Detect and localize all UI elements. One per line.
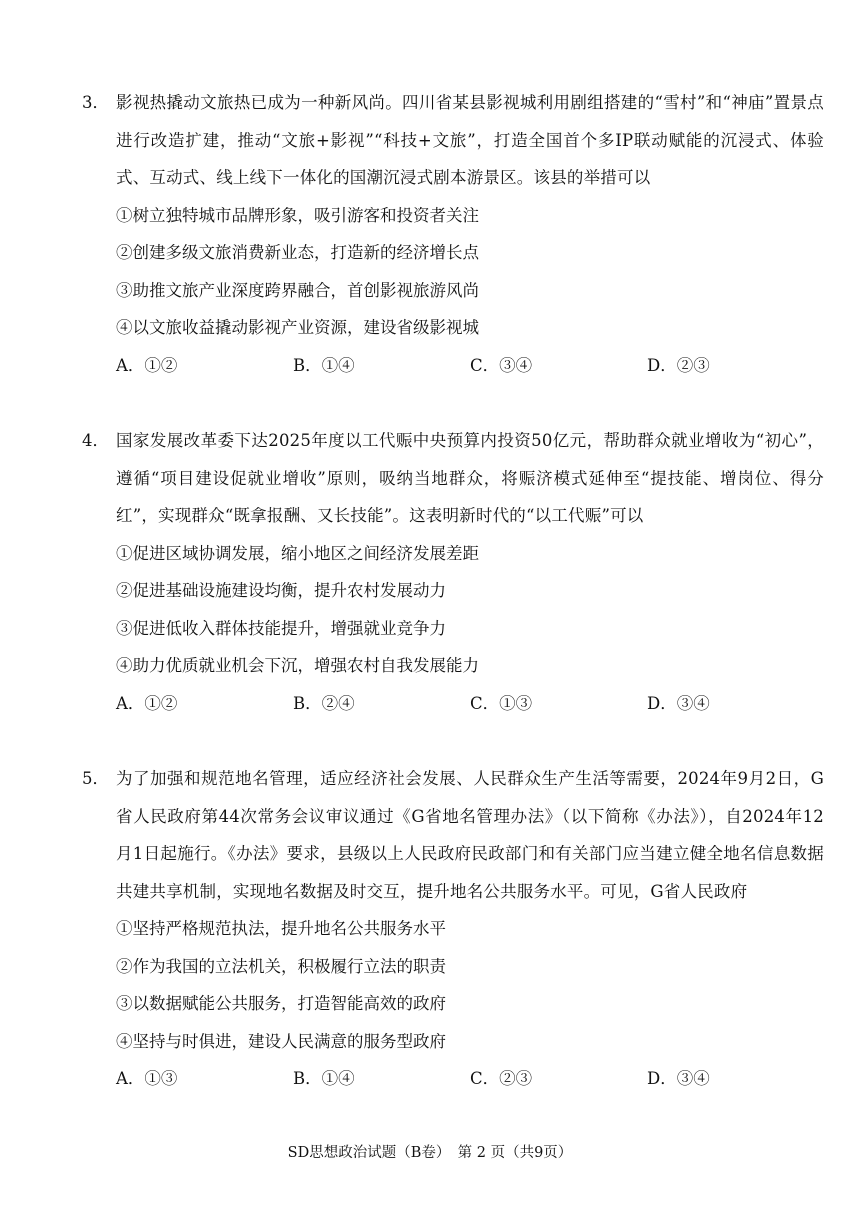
question-5 — [82, 760, 824, 1098]
choice-a: A．①② — [116, 355, 178, 375]
choice-c: C．②③ — [470, 1069, 533, 1088]
statement-option-1: ①坚持严格规范执法，提升地名公共服务水平 — [116, 919, 446, 938]
answer-choices — [116, 685, 824, 723]
choice-c: C．①③ — [470, 693, 533, 713]
statement-option-3: ③助推文旅产业深度跨界融合，首创影视旅游风尚 — [116, 280, 479, 300]
statement-option-4: ④助力优质就业机会下沉，增强农村自我发展能力 — [116, 656, 479, 675]
question-stem: 影视热撬动文旅热已成为一种新风尚。四川省某县影视城利用剧组搭建的“雪村”和“神庙”置景点进行改造扩建，推动“文旅+影视”“科技+文旅”，打造全国首个多IP联动赋能的沉浸式、体验式、互动式、线上线下一体化的国潮沉浸式剧本游景区。该县的举措可以 — [116, 93, 824, 187]
statement-option-2: ②创建多级文旅消费新业态，打造新的经济增长点 — [116, 243, 479, 262]
statement-option-2: ②促进基础设施建设均衡，提升农村发展动力 — [116, 581, 446, 600]
answer-choices — [116, 347, 824, 385]
choice-b: B．①④ — [293, 1069, 355, 1088]
statement-option-4: ④坚持与时俱进，建设人民满意的服务型政府 — [116, 1031, 446, 1051]
choice-b: B．②④ — [293, 693, 355, 713]
statement-option-4: ④以文旅收益撬动影视产业资源，建设省级影视城 — [116, 318, 479, 337]
answer-choices — [116, 1060, 824, 1098]
statement-option-3: ③以数据赋能公共服务，打造智能高效的政府 — [116, 994, 446, 1013]
statement-option-1: ①树立独特城市品牌形象，吸引游客和投资者关注 — [116, 205, 479, 225]
choice-d: D．③④ — [647, 1069, 710, 1088]
choice-b: B．①④ — [293, 355, 355, 375]
choice-d: D．②③ — [647, 355, 710, 375]
statement-option-2: ②作为我国的立法机关，积极履行立法的职责 — [116, 956, 446, 976]
question-number: 5． — [82, 769, 109, 788]
question-3 — [82, 84, 824, 384]
choice-d: D．③④ — [647, 693, 710, 713]
page-footer: SD思想政治试题（B卷） 第 2 页（共9页） — [287, 1145, 573, 1161]
statement-option-1: ①促进区域协调发展，缩小地区之间经济发展差距 — [116, 543, 479, 563]
question-stem: 国家发展改革委下达2025年度以工代赈中央预算内投资50亿元，帮助群众就业增收为“初心”，遵循“项目建设促就业增收”原则，吸纳当地群众，将赈济模式延伸至“提技能、增岗位、得分红”，实现群众“既拿报酬、又长技能”。这表明新时代的“以工代赈”可以 — [116, 431, 824, 525]
question-stem: 为了加强和规范地名管理，适应经济社会发展、人民群众生产生活等需要，2024年9月2日，G省人民政府第44次常务会议审议通过《G省地名管理办法》（以下简称《办法》），自2024年12月1日起施行。《办法》要求，县级以上人民政府民政部门和有关部门应当建立健全地名信息数据共建共享机制，实现地名数据及时交互，提升地名公共服务水平。可见，G省人民政府 — [116, 769, 824, 901]
question-4 — [82, 422, 824, 722]
question-number: 4． — [82, 431, 109, 450]
choice-c: C．③④ — [470, 355, 533, 375]
question-number: 3． — [82, 93, 109, 112]
statement-option-3: ③促进低收入群体技能提升，增强就业竞争力 — [116, 618, 446, 638]
choice-a: A．①② — [116, 693, 178, 713]
choice-a: A．①③ — [116, 1069, 178, 1088]
